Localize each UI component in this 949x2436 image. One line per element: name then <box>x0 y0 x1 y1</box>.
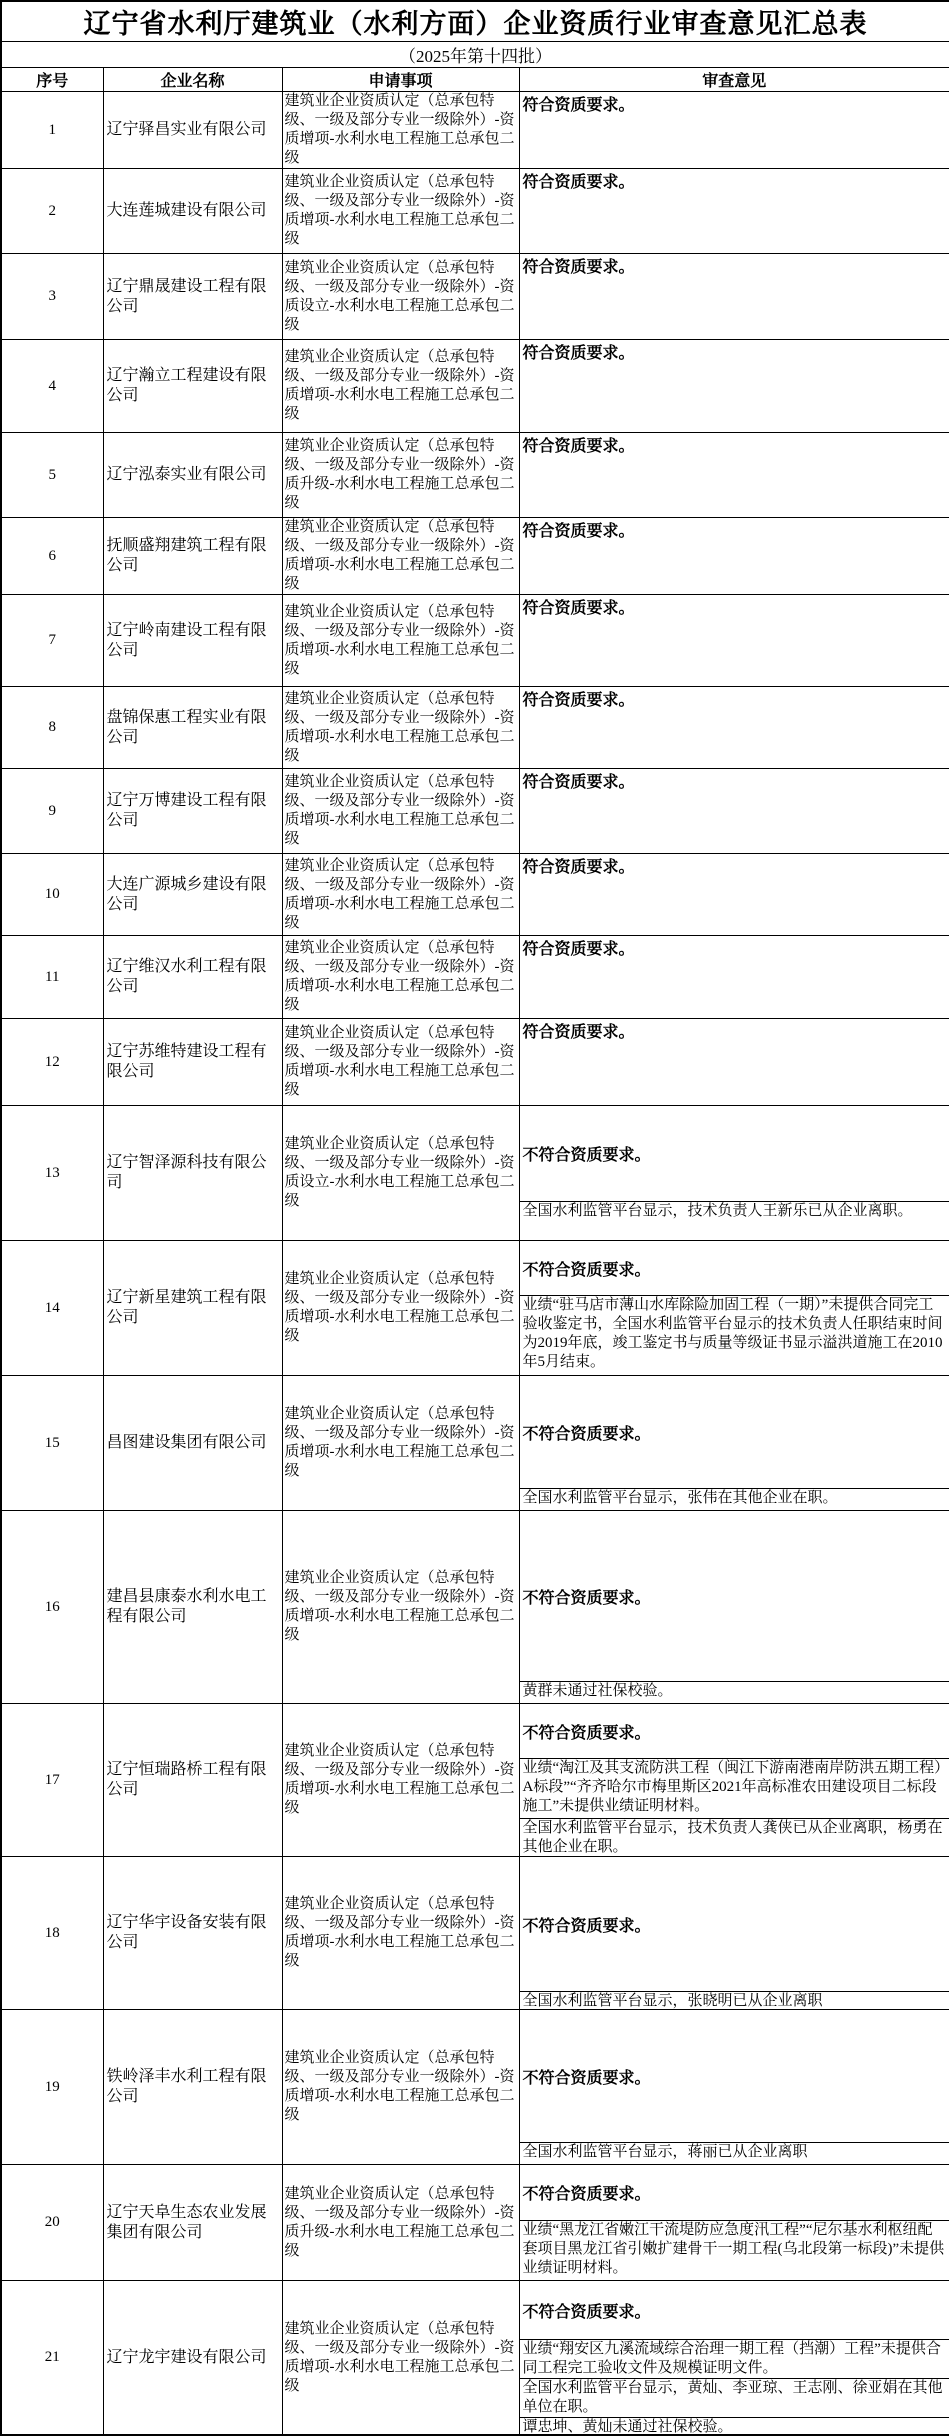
table-row <box>1 169 949 254</box>
opinion-detail: 业绩“翔安区九溪流域综合治理一期工程（挡潮）工程”未提供合同工程完工验收文件及规模证明文件。 <box>520 2339 949 2378</box>
opinion-summary: 不符合资质要求。 <box>520 2010 949 2142</box>
application-cell: 建筑业企业资质认定（总承包特级、一级及部分专业一级除外）-资质升级-水利水电工程施工总承包二级 <box>282 433 519 518</box>
opinion-cell <box>519 169 949 254</box>
application-cell: 建筑业企业资质认定（总承包特级、一级及部分专业一级除外）-资质增项-水利水电工程施工总承包二级 <box>282 340 519 433</box>
seq-cell: 7 <box>1 595 103 687</box>
opinion-summary: 符合资质要求。 <box>520 1019 949 1042</box>
opinion-cell <box>519 92 949 169</box>
company-cell: 大连莲城建设有限公司 <box>103 169 282 254</box>
table-row <box>1 769 949 854</box>
table-row <box>1 1106 949 1241</box>
company-cell: 辽宁鼎晟建设工程有限公司 <box>103 254 282 340</box>
opinion-detail: 全国水利监管平台显示，张晓明已从企业离职 <box>520 1991 949 2009</box>
opinion-summary: 不符合资质要求。 <box>520 2165 949 2220</box>
page-title: 辽宁省水利厅建筑业（水利方面）企业资质行业审查意见汇总表 <box>1 1 949 42</box>
opinion-cell <box>519 254 949 340</box>
opinion-summary: 符合资质要求。 <box>520 254 949 277</box>
opinion-summary: 符合资质要求。 <box>520 340 949 363</box>
opinion-cell <box>519 2010 949 2165</box>
opinion-detail: 全国水利监管平台显示，蒋丽已从企业离职 <box>520 2142 949 2164</box>
application-cell: 建筑业企业资质认定（总承包特级、一级及部分专业一级除外）-资质增项-水利水电工程施工总承包二级 <box>282 1857 519 2010</box>
opinion-summary: 符合资质要求。 <box>520 433 949 456</box>
opinion-summary: 不符合资质要求。 <box>520 1511 949 1681</box>
company-cell: 辽宁泓泰实业有限公司 <box>103 433 282 518</box>
table-header-row <box>1 68 949 92</box>
application-cell: 建筑业企业资质认定（总承包特级、一级及部分专业一级除外）-资质增项-水利水电工程施工总承包二级 <box>282 1511 519 1704</box>
opinion-summary: 不符合资质要求。 <box>520 1376 949 1488</box>
opinion-summary: 不符合资质要求。 <box>520 2281 949 2339</box>
company-cell: 辽宁龙宇建设有限公司 <box>103 2281 282 2436</box>
opinion-cell <box>519 687 949 769</box>
table-row <box>1 254 949 340</box>
seq-cell: 1 <box>1 92 103 169</box>
seq-cell: 5 <box>1 433 103 518</box>
opinion-summary: 符合资质要求。 <box>520 518 949 541</box>
opinion-detail: 业绩“淘江及其支流防洪工程（闽江下游南港南岸防洪五期工程）A标段”“齐齐哈尔市梅里斯区2021年高标准农田建设项目二标段施工”未提供业绩证明材料。 <box>520 1758 949 1818</box>
opinion-summary: 符合资质要求。 <box>520 595 949 618</box>
opinion-summary: 不符合资质要求。 <box>520 1241 949 1295</box>
seq-cell: 9 <box>1 769 103 854</box>
table-row <box>1 92 949 169</box>
opinion-detail: 全国水利监管平台显示，黄灿、李亚琼、王志刚、徐亚娟在其他单位在职。 <box>520 2378 949 2417</box>
application-cell: 建筑业企业资质认定（总承包特级、一级及部分专业一级除外）-资质增项-水利水电工程施工总承包二级 <box>282 1704 519 1857</box>
company-cell: 辽宁恒瑞路桥工程有限公司 <box>103 1704 282 1857</box>
table-row <box>1 1857 949 2010</box>
table-row <box>1 1241 949 1376</box>
application-cell: 建筑业企业资质认定（总承包特级、一级及部分专业一级除外）-资质增项-水利水电工程施工总承包二级 <box>282 854 519 936</box>
table-row <box>1 2281 949 2436</box>
seq-cell: 3 <box>1 254 103 340</box>
opinion-summary: 不符合资质要求。 <box>520 1106 949 1201</box>
opinion-cell <box>519 936 949 1019</box>
seq-cell: 19 <box>1 2010 103 2165</box>
seq-cell: 14 <box>1 1241 103 1376</box>
seq-cell: 13 <box>1 1106 103 1241</box>
application-cell: 建筑业企业资质认定（总承包特级、一级及部分专业一级除外）-资质增项-水利水电工程施工总承包二级 <box>282 1376 519 1511</box>
company-cell: 铁岭泽丰水利工程有限公司 <box>103 2010 282 2165</box>
company-cell: 辽宁驿昌实业有限公司 <box>103 92 282 169</box>
company-cell: 辽宁维汉水利工程有限公司 <box>103 936 282 1019</box>
seq-cell: 15 <box>1 1376 103 1511</box>
opinion-cell <box>519 1241 949 1376</box>
opinion-summary: 不符合资质要求。 <box>520 1857 949 1991</box>
opinion-cell <box>519 518 949 595</box>
column-header-0: 序号 <box>1 68 103 92</box>
title-row <box>1 1 949 42</box>
application-cell: 建筑业企业资质认定（总承包特级、一级及部分专业一级除外）-资质增项-水利水电工程施工总承包二级 <box>282 687 519 769</box>
opinion-detail: 全国水利监管平台显示，技术负责人王新乐已从企业离职。 <box>520 1201 949 1240</box>
opinion-summary: 符合资质要求。 <box>520 169 949 192</box>
seq-cell: 6 <box>1 518 103 595</box>
opinion-detail: 谭忠坤、黄灿未通过社保校验。 <box>520 2417 949 2434</box>
opinion-detail: 业绩“黑龙江省嫩江干流堤防应急度汛工程”“尼尔基水利枢纽配套项目黑龙江省引嫩扩建骨干一期工程(乌北段第一标段)”未提供业绩证明材料。 <box>520 2220 949 2280</box>
application-cell: 建筑业企业资质认定（总承包特级、一级及部分专业一级除外）-资质升级-水利水电工程施工总承包二级 <box>282 2165 519 2281</box>
seq-cell: 8 <box>1 687 103 769</box>
opinion-cell <box>519 595 949 687</box>
opinion-cell <box>519 433 949 518</box>
seq-cell: 16 <box>1 1511 103 1704</box>
company-cell: 辽宁天阜生态农业发展集团有限公司 <box>103 2165 282 2281</box>
table-row <box>1 2165 949 2281</box>
company-cell: 辽宁岭南建设工程有限公司 <box>103 595 282 687</box>
opinion-cell <box>519 340 949 433</box>
table-row <box>1 1376 949 1511</box>
opinion-cell <box>519 854 949 936</box>
opinion-summary: 不符合资质要求。 <box>520 1704 949 1758</box>
table-row <box>1 1511 949 1704</box>
application-cell: 建筑业企业资质认定（总承包特级、一级及部分专业一级除外）-资质增项-水利水电工程施工总承包二级 <box>282 2010 519 2165</box>
table-row <box>1 433 949 518</box>
opinion-cell <box>519 2281 949 2436</box>
table-row <box>1 687 949 769</box>
company-cell: 昌图建设集团有限公司 <box>103 1376 282 1511</box>
company-cell: 建昌县康泰水利水电工程有限公司 <box>103 1511 282 1704</box>
company-cell: 辽宁苏维特建设工程有限公司 <box>103 1019 282 1106</box>
company-cell: 盘锦保惠工程实业有限公司 <box>103 687 282 769</box>
opinion-cell <box>519 1106 949 1241</box>
seq-cell: 4 <box>1 340 103 433</box>
seq-cell: 12 <box>1 1019 103 1106</box>
opinion-detail: 黄群未通过社保校验。 <box>520 1681 949 1703</box>
opinion-cell <box>519 1511 949 1704</box>
application-cell: 建筑业企业资质认定（总承包特级、一级及部分专业一级除外）-资质增项-水利水电工程施工总承包二级 <box>282 1019 519 1106</box>
application-cell: 建筑业企业资质认定（总承包特级、一级及部分专业一级除外）-资质设立-水利水电工程施工总承包二级 <box>282 254 519 340</box>
company-cell: 抚顺盛翔建筑工程有限公司 <box>103 518 282 595</box>
seq-cell: 17 <box>1 1704 103 1857</box>
company-cell: 辽宁万博建设工程有限公司 <box>103 769 282 854</box>
opinion-summary: 符合资质要求。 <box>520 936 949 959</box>
opinion-cell <box>519 2165 949 2281</box>
table-row <box>1 518 949 595</box>
opinion-cell <box>519 1376 949 1511</box>
seq-cell: 18 <box>1 1857 103 2010</box>
column-header-2: 申请事项 <box>282 68 519 92</box>
opinion-cell <box>519 769 949 854</box>
company-cell: 辽宁瀚立工程建设有限公司 <box>103 340 282 433</box>
opinion-detail: 业绩“驻马店市薄山水库除险加固工程（一期）”未提供合同完工验收鉴定书，全国水利监管平台显示的技术负责人任职结束时间为2019年底，竣工鉴定书与质量等级证书显示溢洪道施工在2010年5月结束。 <box>520 1295 949 1375</box>
opinion-detail: 全国水利监管平台显示，张伟在其他企业在职。 <box>520 1488 949 1510</box>
company-cell: 大连广源城乡建设有限公司 <box>103 854 282 936</box>
opinion-summary: 符合资质要求。 <box>520 687 949 710</box>
application-cell: 建筑业企业资质认定（总承包特级、一级及部分专业一级除外）-资质增项-水利水电工程施工总承包二级 <box>282 2281 519 2436</box>
application-cell: 建筑业企业资质认定（总承包特级、一级及部分专业一级除外）-资质增项-水利水电工程施工总承包二级 <box>282 769 519 854</box>
seq-cell: 10 <box>1 854 103 936</box>
seq-cell: 21 <box>1 2281 103 2436</box>
opinion-summary: 符合资质要求。 <box>520 769 949 792</box>
opinion-summary: 符合资质要求。 <box>520 854 949 877</box>
application-cell: 建筑业企业资质认定（总承包特级、一级及部分专业一级除外）-资质增项-水利水电工程施工总承包二级 <box>282 1241 519 1376</box>
company-cell: 辽宁华宇设备安装有限公司 <box>103 1857 282 2010</box>
application-cell: 建筑业企业资质认定（总承包特级、一级及部分专业一级除外）-资质增项-水利水电工程施工总承包二级 <box>282 595 519 687</box>
table-row <box>1 936 949 1019</box>
application-cell: 建筑业企业资质认定（总承包特级、一级及部分专业一级除外）-资质增项-水利水电工程施工总承包二级 <box>282 92 519 169</box>
table-row <box>1 1704 949 1857</box>
opinion-cell <box>519 1704 949 1857</box>
opinion-cell <box>519 1857 949 2010</box>
opinion-summary: 符合资质要求。 <box>520 92 949 115</box>
seq-cell: 11 <box>1 936 103 1019</box>
application-cell: 建筑业企业资质认定（总承包特级、一级及部分专业一级除外）-资质增项-水利水电工程施工总承包二级 <box>282 518 519 595</box>
table-row <box>1 1019 949 1106</box>
table-row <box>1 595 949 687</box>
seq-cell: 20 <box>1 2165 103 2281</box>
opinion-cell <box>519 1019 949 1106</box>
subtitle-row <box>1 42 949 68</box>
application-cell: 建筑业企业资质认定（总承包特级、一级及部分专业一级除外）-资质增项-水利水电工程施工总承包二级 <box>282 169 519 254</box>
column-header-1: 企业名称 <box>103 68 282 92</box>
column-header-3: 审查意见 <box>519 68 949 92</box>
company-cell: 辽宁智泽源科技有限公司 <box>103 1106 282 1241</box>
table-row <box>1 2010 949 2165</box>
opinion-detail: 全国水利监管平台显示，技术负责人龚侠已从企业离职，杨勇在其他企业在职。 <box>520 1818 949 1856</box>
seq-cell: 2 <box>1 169 103 254</box>
table-row <box>1 340 949 433</box>
company-cell: 辽宁新星建筑工程有限公司 <box>103 1241 282 1376</box>
application-cell: 建筑业企业资质认定（总承包特级、一级及部分专业一级除外）-资质设立-水利水电工程施工总承包二级 <box>282 1106 519 1241</box>
application-cell: 建筑业企业资质认定（总承包特级、一级及部分专业一级除外）-资质增项-水利水电工程施工总承包二级 <box>282 936 519 1019</box>
page-subtitle: （2025年第十四批） <box>1 42 949 68</box>
table-row <box>1 854 949 936</box>
